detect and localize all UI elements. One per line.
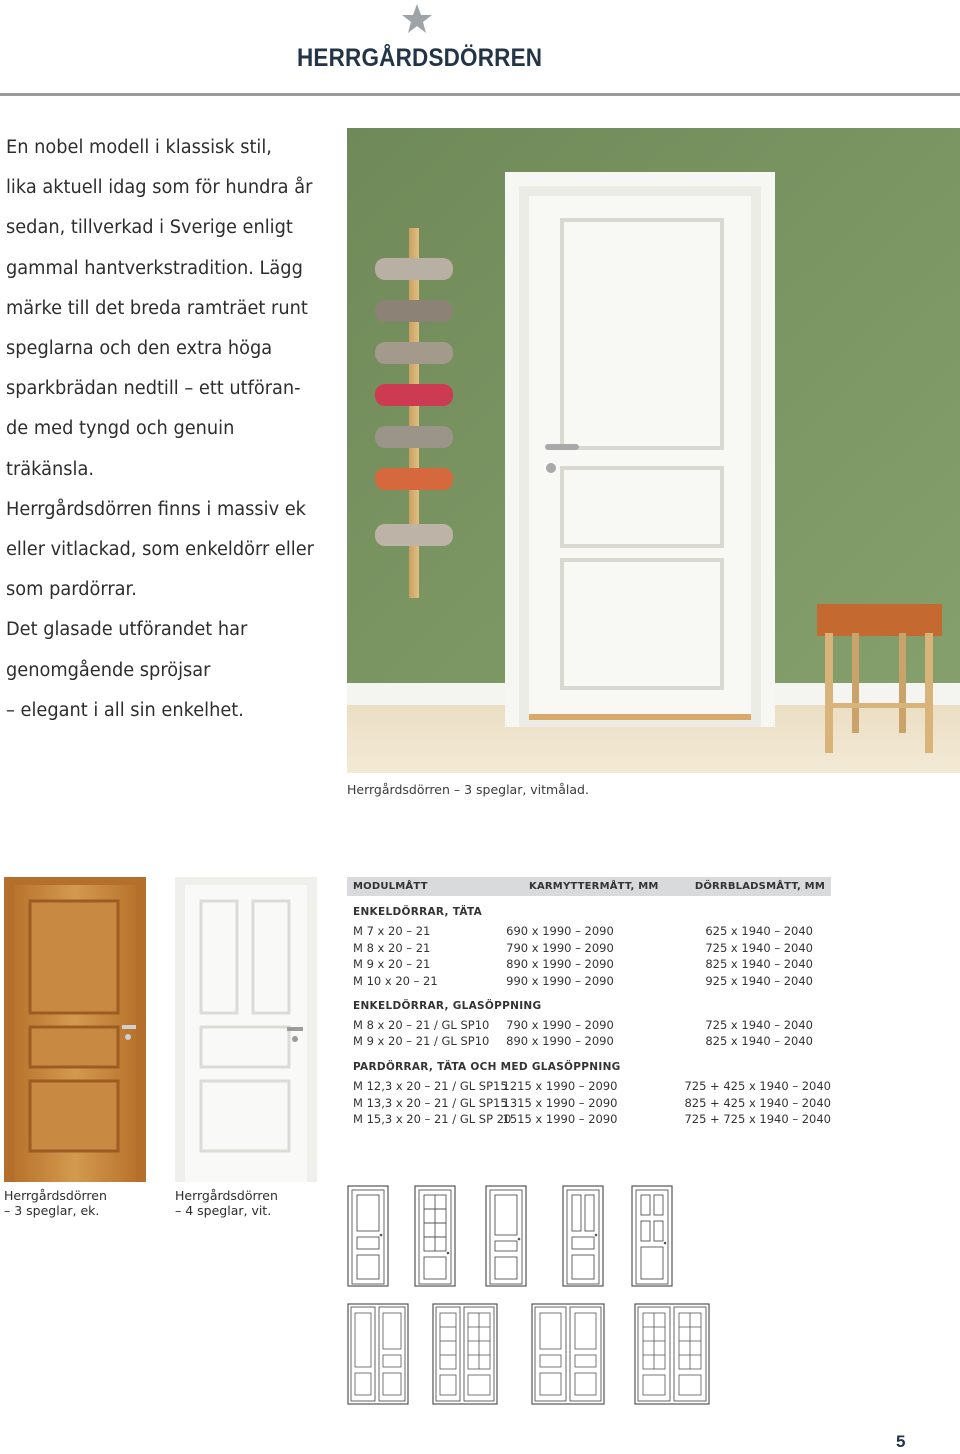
cell-dorrbladsmatt: 625 x 1940 – 2040 (705, 924, 813, 938)
cell-karmyttermatt: 690 x 1990 – 2090 (506, 924, 614, 938)
intro-line: de med tyngd och genuin träkänsla. (6, 418, 235, 480)
intro-line: – elegant i all sin enkelhet. (6, 699, 244, 721)
cell-dorrbladsmatt: 925 x 1940 – 2040 (705, 974, 813, 988)
oak-door-photo (4, 877, 146, 1182)
table-row (353, 1018, 831, 1034)
intro-line: som pardörrar. (6, 579, 137, 601)
table-header (347, 877, 831, 896)
intro-line: Herrgårdsdörren finns i massiv ek (6, 498, 306, 520)
cell-karmyttermatt: 790 x 1990 – 2090 (506, 1018, 614, 1032)
intro-line: speglarna och den extra höga (6, 338, 273, 360)
cell-modulmatt: M 7 x 20 – 21 (353, 924, 431, 938)
caption-line: – 4 speglar, vit. (175, 1203, 272, 1218)
table-row (353, 1079, 831, 1095)
column-header-karmyttermatt: KARMYTTERMÅTT, MM (529, 881, 659, 892)
intro-line: sedan, tillverkad i Sverige enligt (6, 217, 293, 239)
intro-line: märke till det breda ramträet runt (6, 297, 308, 319)
table-row (353, 941, 831, 957)
table-row (353, 957, 831, 973)
caption-line: Herrgårdsdörren (4, 1188, 107, 1203)
intro-text (6, 128, 323, 731)
table-row (353, 974, 831, 990)
door-drawing-pair-equal-glass (634, 1303, 710, 1405)
white-door-photo (175, 877, 317, 1182)
star-icon (400, 2, 434, 36)
cell-dorrbladsmatt: 725 x 1940 – 2040 (705, 1018, 813, 1032)
cell-karmyttermatt: 1215 x 1990 – 2090 (502, 1079, 618, 1093)
main-photo-caption: Herrgårdsdörren – 3 speglar, vitmålad. (347, 782, 589, 797)
cell-modulmatt: M 8 x 20 – 21 / GL SP10 (353, 1018, 490, 1032)
section-title: ENKELDÖRRAR, TÄTA (353, 906, 483, 918)
intro-line: eller vitlackad, som enkeldörr eller (6, 539, 314, 561)
intro-line: Det glasade utförandet har (6, 619, 248, 641)
cell-karmyttermatt: 990 x 1990 – 2090 (506, 974, 614, 988)
cell-dorrbladsmatt: 825 + 425 x 1940 – 2040 (684, 1096, 831, 1110)
main-door-photo (347, 128, 960, 773)
column-header-modulmatt: MODULMÅTT (353, 881, 428, 892)
page-number: 5 (896, 1432, 906, 1451)
table-row (353, 1034, 831, 1050)
cell-dorrbladsmatt: 725 + 425 x 1940 – 2040 (684, 1079, 831, 1093)
white-door-caption (175, 1188, 278, 1218)
cell-modulmatt: M 9 x 20 – 21 (353, 957, 431, 971)
cell-karmyttermatt: 890 x 1990 – 2090 (506, 957, 614, 971)
intro-line: lika aktuell idag som för hundra år (6, 177, 313, 199)
cell-dorrbladsmatt: 825 x 1940 – 2040 (705, 957, 813, 971)
column-header-dorrbladsmatt: DÖRRBLADSMÅTT, MM (694, 881, 825, 892)
cell-karmyttermatt: 1515 x 1990 – 2090 (502, 1112, 618, 1126)
door-drawing-single-3-panel (347, 1185, 389, 1287)
door-drawing-pair-narrow (347, 1303, 409, 1405)
door-drawing-single-6-panel (631, 1185, 673, 1287)
intro-line: genomgående spröjsar (6, 659, 211, 681)
section-title: ENKELDÖRRAR, GLASÖPPNING (353, 1000, 542, 1012)
cell-modulmatt: M 8 x 20 – 21 (353, 941, 431, 955)
table-row (353, 924, 831, 940)
door-drawing-single-4-panel (562, 1185, 604, 1287)
table-row (353, 1096, 831, 1112)
cell-karmyttermatt: 890 x 1990 – 2090 (506, 1034, 614, 1048)
oak-door-caption (4, 1188, 107, 1218)
cell-modulmatt: M 12,3 x 20 – 21 / GL SP15 (353, 1079, 508, 1093)
section-title: PARDÖRRAR, TÄTA OCH MED GLASÖPPNING (353, 1061, 621, 1073)
door-drawing-pair-equal (531, 1303, 605, 1405)
caption-line: – 3 speglar, ek. (4, 1203, 100, 1218)
intro-line: gammal hantverkstradition. Lägg (6, 257, 303, 279)
intro-line: En nobel modell i klassisk stil, (6, 137, 272, 158)
door-drawing-pair-glass-grid (432, 1303, 498, 1405)
intro-line: sparkbrädan nedtill – ett utföran- (6, 378, 301, 400)
cell-dorrbladsmatt: 725 + 725 x 1940 – 2040 (684, 1112, 831, 1126)
cell-modulmatt: M 15,3 x 20 – 21 / GL SP 20 (353, 1112, 512, 1126)
cell-modulmatt: M 13,3 x 20 – 21 / GL SP15 (353, 1096, 508, 1110)
cell-karmyttermatt: 1315 x 1990 – 2090 (502, 1096, 618, 1110)
table-row (353, 1112, 831, 1128)
cell-dorrbladsmatt: 825 x 1940 – 2040 (705, 1034, 813, 1048)
cell-modulmatt: M 9 x 20 – 21 / GL SP10 (353, 1034, 490, 1048)
door-drawing-single-glass-grid (414, 1185, 456, 1287)
cell-dorrbladsmatt: 725 x 1940 – 2040 (705, 941, 813, 955)
caption-line: Herrgårdsdörren (175, 1188, 278, 1203)
door-drawing-single-3-panel-alt (485, 1185, 527, 1287)
page-title: HERRGÅRDSDÖRREN (297, 44, 543, 72)
cell-karmyttermatt: 790 x 1990 – 2090 (506, 941, 614, 955)
cell-modulmatt: M 10 x 20 – 21 (353, 974, 438, 988)
header-rule (0, 93, 960, 96)
